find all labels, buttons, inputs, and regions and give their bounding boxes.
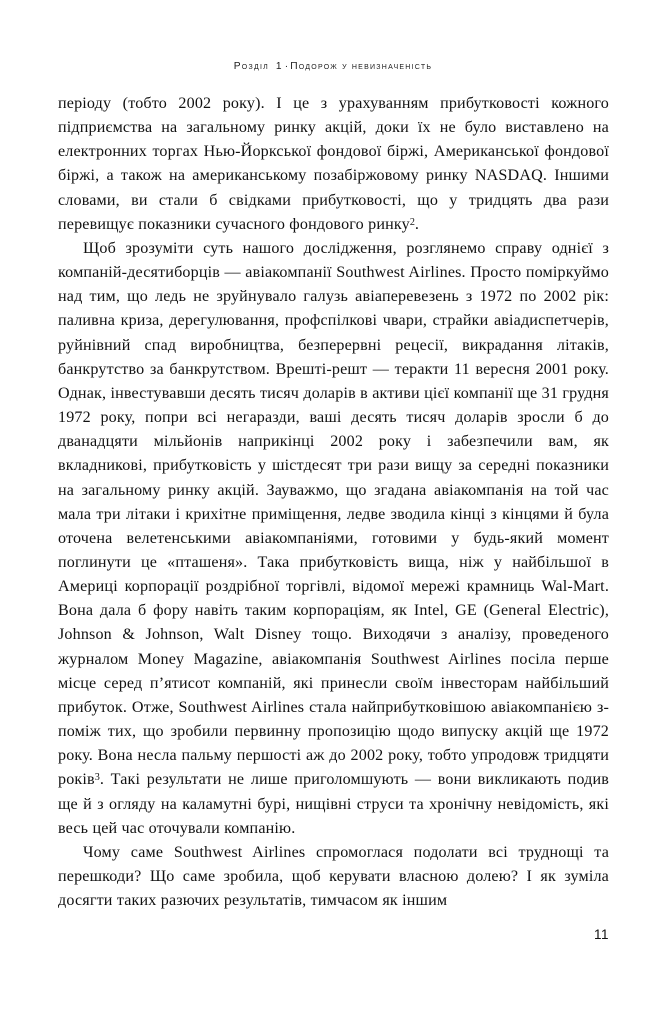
running-header-chapter-label: Розділ — [233, 61, 270, 72]
running-header-separator: · — [284, 61, 289, 72]
paragraph-1-tail: . — [414, 215, 420, 233]
paragraph-2 — [58, 237, 609, 841]
paragraph-1 — [58, 92, 609, 237]
running-header — [58, 62, 608, 72]
footnote-marker-3: 3 — [94, 772, 100, 784]
paragraph-2-tail: . Такі результати не лише приголомшують — вони викликають подив ще й з огляду на каламутні бурі, нищівні струси та хронічну невідомість, які весь цей час оточували компанію. — [58, 771, 609, 837]
running-header-chapter-title: Подорож у невизначеність — [290, 61, 433, 72]
paragraph-3 — [58, 841, 609, 913]
paragraph-2-text: Щоб зрозуміти суть нашого дослідження, розглянемо справу однієї з компаній-десятиборців — авіакомпанії Southwest Airlines. Просто поміркуймо над тим, що ледь не зруйнувало галузь авіаперевезень з 1972 по 2002 рік: паливна криза, дерегулювання, профспілкові чвари, страйки авіадиспетчерів, руйнівний спад виробництва, безперервні рецесії, викрадання літаків, банкрутство за банкрутством. Врешті-решт — теракти 11 вересня 2001 року. Однак, інвестувавши десять тисяч доларів в активи цієї компанії ще 31 грудня 1972 року, попри всі негаразди, ваші десять тисяч доларів зросли б до дванадцяти мільйонів наприкінці 2002 року і забезпечили вам, як вкладникові, прибутковість у шістдесят три рази вищу за середні показники на загальному ринку акцій. Зауважмо, що згадана авіакомпанія на той час мала три літаки і крихітне приміщення, ледве зводила кінці з кінцями й була оточена велетенськими авіакомпаніями, готовими у будь-який момент поглинути це «пташеня». Така прибутковість вища, ніж у найбільшої в Америці корпорації роздрібної торгівлі, відомої мережі крамниць Wal-Mart. Вона дала б фору навіть таким корпораціям, як Intel, GE (General Electric), Johnson & Johnson, Walt Disney тощо. Виходячи з аналізу, проведеного журналом Money Magazine, авіакомпанія Southwest Airlines посіла перше місце серед п’ятисот компаній, які принесли своїм інвесторам найбільший прибуток. Отже, Southwest Airlines стала найприбутковішою авіакомпанією з-поміж тих, що зробили первинну пропозицію щодо випуску акцій ще 1972 року. Вона несла пальму першості аж до 2002 року, тобто упродовж тридцяти років — [58, 239, 609, 789]
paragraph-3-text: Чому саме Southwest Airlines спромоглася подолати всі труднощі та перешкоди? Що саме зробила, щоб керувати власною долею? І як зуміла досягти таких разючих результатів, тимчасом як іншим — [58, 843, 609, 910]
text-column — [58, 92, 609, 913]
page-number: 11 — [593, 927, 609, 942]
running-header-chapter-number: 1 — [275, 61, 283, 72]
footnote-marker-2: 2 — [409, 216, 415, 228]
running-header-space-1 — [271, 61, 274, 72]
paragraph-1-text: періоду (тобто 2002 року). І це з урахуванням прибутковості кожного підприємства на загальному ринку акцій, доки їх не було виставлено на електронних торгах Нью-Йоркської фондової біржі, Американської фондової біржі, а також на американському позабіржовому ринку NASDAQ. Іншими словами, ви стали б свідками прибутковості, що у тридцять два рази перевищує показники сучасного фондового ринку — [58, 95, 609, 233]
